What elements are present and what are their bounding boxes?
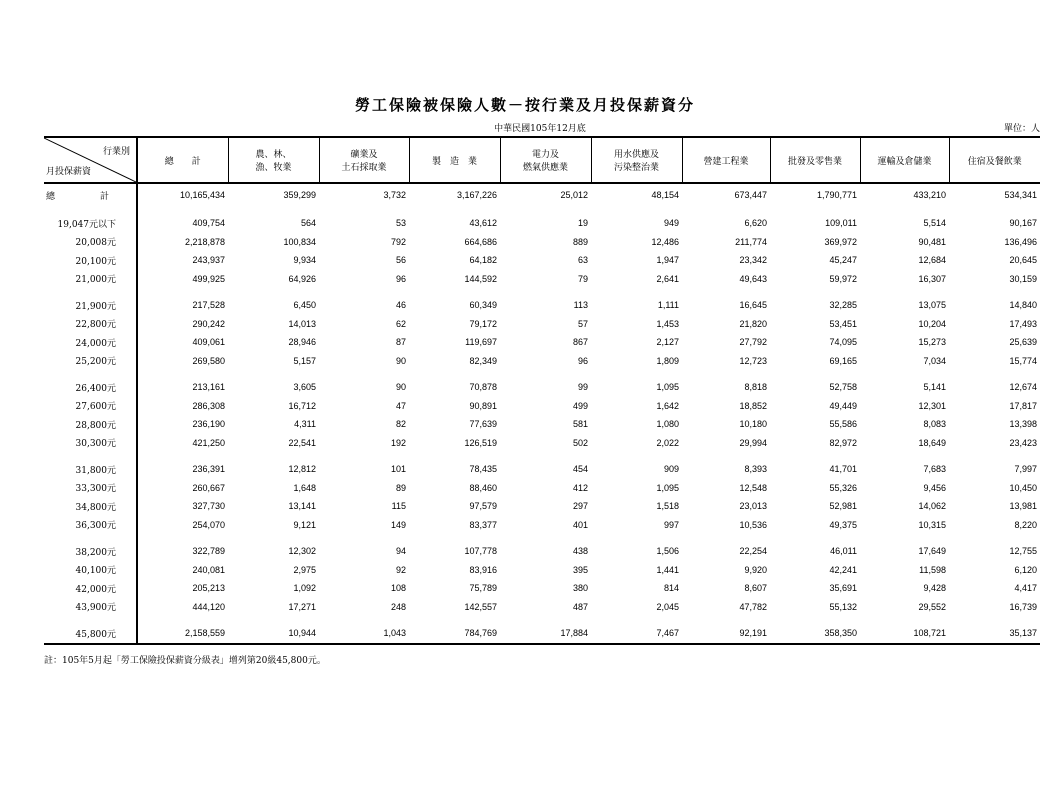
table-cell: 9,920: [744, 564, 767, 575]
table-cell: 8,607: [744, 583, 767, 594]
table-cell: 55,132: [829, 601, 857, 612]
table-cell: 5,157: [293, 355, 316, 366]
table-cell: 409,061: [137, 333, 228, 352]
table-cell: 16,712: [288, 400, 316, 411]
column-header-line: 燃氣供應業: [522, 163, 568, 173]
table-cell: 7,997: [1014, 464, 1037, 475]
table-cell: 41,701: [829, 464, 857, 475]
table-cell: 9,456: [923, 482, 946, 493]
table-cell: 70,878: [469, 382, 497, 393]
table-row: [44, 561, 1040, 580]
table-cell: 5,141: [923, 382, 946, 393]
header-row: [44, 137, 1040, 183]
table-cell: 358,350: [770, 616, 860, 644]
table-cell: 454: [572, 464, 588, 475]
table-cell: 17,271: [288, 601, 316, 612]
table-cell: 1,453: [656, 318, 679, 329]
table-cell: 1,506: [656, 546, 679, 557]
table-cell: 17,884: [500, 616, 591, 644]
table-cell: 9,121: [293, 519, 316, 530]
table-cell: 12,301: [918, 400, 946, 411]
table-cell: 82,349: [469, 355, 497, 366]
table-cell: 74,095: [829, 337, 857, 348]
table-cell: 13,398: [1009, 419, 1037, 430]
table-cell: 297: [572, 501, 588, 512]
table-cell: 77,639: [469, 419, 497, 430]
table-cell: 22,541: [288, 437, 316, 448]
table-cell: 47,782: [739, 601, 767, 612]
table-cell: 55,326: [829, 482, 857, 493]
table-cell: 564: [300, 218, 316, 229]
table-cell: 240,081: [137, 561, 228, 580]
table-cell: 8,818: [744, 382, 767, 393]
table-cell: 1,095: [656, 382, 679, 393]
table-cell: 1,648: [293, 482, 316, 493]
table-row: [44, 333, 1040, 352]
table-cell: 236,391: [137, 452, 228, 479]
table-cell: 322,789: [137, 534, 228, 561]
table-cell: 136,496: [1004, 236, 1037, 247]
table-row: [44, 452, 1040, 479]
table-cell: 889: [572, 236, 588, 247]
table-cell: 380: [572, 583, 588, 594]
table-cell: 64,926: [288, 273, 316, 284]
column-header: [860, 137, 949, 183]
table-cell: 12,486: [651, 236, 679, 247]
column-header: [770, 137, 860, 183]
table-cell: 29,994: [739, 437, 767, 448]
table-cell: 99: [577, 382, 588, 393]
column-header-line: 製 造 業: [431, 156, 477, 167]
table-cell: 42,241: [829, 564, 857, 575]
column-header: [591, 137, 682, 183]
row-label: 43,900元: [75, 603, 116, 614]
table-body: [44, 183, 1040, 644]
row-label: 38,200元: [75, 547, 116, 558]
table-cell: 5,514: [923, 218, 946, 229]
table-cell: 2,045: [656, 601, 679, 612]
table-cell: 126,519: [464, 437, 497, 448]
table-cell: 433,210: [913, 190, 946, 200]
table-cell: 94: [395, 546, 406, 557]
table-cell: 17,649: [918, 546, 946, 557]
date-caption: 中華民國105年12月底: [494, 124, 586, 134]
row-label: 33,300元: [75, 484, 116, 495]
table-row: [44, 206, 1040, 233]
column-header: [137, 137, 228, 183]
table-cell: 1,095: [656, 482, 679, 493]
table-cell: 82: [395, 419, 406, 430]
table-cell: 59,972: [829, 273, 857, 284]
row-label: 30,300元: [75, 439, 116, 450]
table-cell: 27,792: [739, 337, 767, 348]
table-cell: 46,011: [830, 546, 857, 557]
table-row: [44, 516, 1040, 535]
column-header: [228, 137, 319, 183]
row-label: 34,800元: [75, 502, 116, 513]
table-cell: 10,315: [918, 519, 946, 530]
table-cell: 20,645: [1009, 255, 1037, 266]
table-cell: 17,817: [1009, 400, 1037, 411]
table-cell: 243,937: [137, 251, 228, 270]
table-cell: 23,013: [739, 501, 767, 512]
table-cell: 48,154: [651, 190, 679, 200]
table-cell: 12,548: [739, 482, 767, 493]
table-cell: 12,684: [918, 255, 946, 266]
table-cell: 12,723: [739, 355, 767, 366]
table-cell: 78,435: [469, 464, 497, 475]
table-cell: 1,092: [293, 583, 316, 594]
table-cell: 23,423: [1009, 437, 1037, 448]
table-cell: 8,393: [744, 464, 767, 475]
table-cell: 10,536: [739, 519, 767, 530]
column-header: [319, 137, 409, 183]
data-table: [44, 136, 1040, 645]
row-label: 28,800元: [75, 420, 116, 431]
table-cell: 82,972: [829, 437, 857, 448]
table-cell: 11,598: [919, 564, 946, 575]
table-cell: 14,013: [288, 318, 316, 329]
table-cell: 14,062: [918, 501, 946, 512]
table-cell: 17,493: [1009, 318, 1037, 329]
table-cell: 115: [391, 501, 406, 512]
table-cell: 412: [572, 482, 588, 493]
table-cell: 15,774: [1009, 355, 1037, 366]
row-label: 27,600元: [75, 402, 116, 413]
table-cell: 35,137: [949, 616, 1040, 644]
table-cell: 10,204: [918, 318, 946, 329]
table-cell: 254,070: [137, 516, 228, 535]
table-cell: 69,165: [829, 355, 857, 366]
table-cell: 108: [390, 583, 406, 594]
column-header-line: 用水供應及: [613, 150, 659, 160]
row-label: 21,000元: [75, 275, 116, 286]
table-cell: 47: [395, 400, 406, 411]
table-row: [44, 616, 1040, 644]
column-header-line: 農、林、: [255, 150, 292, 160]
table-cell: 83,916: [469, 564, 497, 575]
column-header: [949, 137, 1040, 183]
table-cell: 108,721: [860, 616, 949, 644]
table-cell: 3,167,226: [456, 190, 497, 200]
table-cell: 7,034: [923, 355, 946, 366]
table-cell: 96: [395, 273, 406, 284]
column-header-line: 漁、牧業: [255, 163, 292, 173]
table-cell: 22,254: [739, 546, 767, 557]
table-cell: 56: [395, 255, 406, 266]
table-cell: 4,417: [1014, 583, 1037, 594]
column-header-line: 總 計: [164, 156, 201, 167]
table-cell: 359,299: [283, 190, 316, 200]
column-header-line: 污染整治業: [613, 163, 659, 173]
row-label: 20,008元: [75, 238, 116, 249]
table-cell: 581: [572, 419, 588, 430]
table-cell: 43,612: [469, 218, 497, 229]
table-row: [44, 315, 1040, 334]
table-cell: 92,191: [682, 616, 770, 644]
table-cell: 97,579: [469, 501, 497, 512]
table-cell: 35,691: [829, 583, 857, 594]
table-cell: 55,586: [829, 419, 857, 430]
table-cell: 144,592: [464, 273, 497, 284]
table-cell: 12,302: [288, 546, 316, 557]
table-cell: 10,944: [228, 616, 319, 644]
table-cell: 6,120: [1014, 564, 1037, 575]
table-cell: 90: [395, 355, 406, 366]
table-cell: 3,605: [293, 382, 316, 393]
column-header: [500, 137, 591, 183]
table-cell: 217,528: [137, 288, 228, 315]
table-row: [44, 534, 1040, 561]
table-cell: 784,769: [409, 616, 500, 644]
table-cell: 1,947: [656, 255, 679, 266]
table-cell: 12,674: [1009, 382, 1037, 393]
table-cell: 9,934: [293, 255, 316, 266]
table-cell: 534,341: [1004, 190, 1037, 200]
table-cell: 421,250: [137, 434, 228, 453]
table-cell: 109,011: [825, 218, 857, 229]
row-label: 總 計: [46, 191, 110, 202]
table-cell: 90: [395, 382, 406, 393]
table-cell: 25,639: [1009, 337, 1037, 348]
row-label: 21,900元: [75, 301, 116, 312]
table-cell: 19: [577, 218, 588, 229]
table-cell: 107,778: [464, 546, 497, 557]
table-cell: 1,790,771: [816, 190, 857, 200]
table-cell: 2,218,878: [137, 233, 228, 252]
table-cell: 60,349: [469, 300, 497, 311]
table-cell: 211,774: [735, 236, 767, 247]
table-cell: 62: [395, 318, 406, 329]
table-cell: 15,273: [918, 337, 946, 348]
table-cell: 438: [572, 546, 588, 557]
table-cell: 290,242: [137, 315, 228, 334]
table-cell: 10,450: [1009, 482, 1037, 493]
table-cell: 9,428: [923, 583, 946, 594]
table-cell: 997: [663, 519, 679, 530]
table-cell: 16,739: [1009, 601, 1037, 612]
table-cell: 192: [390, 437, 406, 448]
table-cell: 269,580: [137, 352, 228, 371]
table-cell: 113: [573, 300, 588, 311]
table-cell: 52,981: [829, 501, 857, 512]
table-cell: 49,375: [829, 519, 857, 530]
table-cell: 909: [663, 464, 679, 475]
table-cell: 21,820: [739, 318, 767, 329]
table-cell: 4,311: [294, 419, 316, 430]
table-cell: 29,552: [918, 601, 946, 612]
table-cell: 49,449: [829, 400, 857, 411]
table-row: [44, 579, 1040, 598]
row-label: 31,800元: [75, 465, 116, 476]
table-cell: 401: [572, 519, 588, 530]
table-cell: 149: [390, 519, 406, 530]
row-label: 25,200元: [75, 357, 116, 368]
table-cell: 53,451: [829, 318, 857, 329]
table-cell: 1,441: [656, 564, 679, 575]
table-cell: 90,167: [1009, 218, 1037, 229]
table-cell: 10,180: [739, 419, 767, 430]
table-cell: 18,649: [918, 437, 946, 448]
column-header: [682, 137, 770, 183]
table-row: [44, 415, 1040, 434]
corner-header: [44, 137, 137, 183]
column-header-line: 礦業及: [350, 150, 378, 160]
table-cell: 12,755: [1009, 546, 1037, 557]
table-cell: 395: [572, 564, 588, 575]
table-row: [44, 397, 1040, 416]
table-cell: 2,127: [656, 337, 679, 348]
table-cell: 13,141: [288, 501, 316, 512]
table-cell: 6,450: [293, 300, 316, 311]
table-row: [44, 598, 1040, 617]
row-label: 40,100元: [75, 566, 116, 577]
row-label: 20,100元: [75, 256, 116, 267]
table-cell: 16,307: [918, 273, 946, 284]
column-header-line: 營建工程業: [703, 156, 749, 167]
table-cell: 63: [577, 255, 588, 266]
table-cell: 2,158,559: [137, 616, 228, 644]
column-header-line: 電力及: [531, 150, 559, 160]
table-cell: 12,812: [288, 464, 316, 475]
table-cell: 87: [395, 337, 406, 348]
table-cell: 101: [390, 464, 406, 475]
table-cell: 75,789: [469, 583, 497, 594]
table-cell: 867: [572, 337, 588, 348]
table-cell: 369,972: [824, 236, 857, 247]
table-row: [44, 434, 1040, 453]
table-cell: 949: [663, 218, 679, 229]
table-title: 勞工保險被保險人數－按行業及月投保薪資分: [354, 96, 695, 114]
table-cell: 53: [395, 218, 406, 229]
total-row: [44, 183, 1040, 206]
column-header-line: 土石採取業: [341, 163, 387, 173]
table-cell: 32,285: [829, 300, 857, 311]
table-cell: 286,308: [137, 397, 228, 416]
table-cell: 64,182: [469, 255, 497, 266]
table-cell: 96: [577, 355, 588, 366]
table-cell: 2,022: [656, 437, 679, 448]
table-cell: 57: [577, 318, 588, 329]
table-cell: 79,172: [469, 318, 497, 329]
table-cell: 499,925: [137, 270, 228, 289]
column-header-line: 運輸及倉儲業: [877, 156, 932, 167]
unit-label: 單位：人: [1003, 124, 1040, 134]
table-row: [44, 288, 1040, 315]
table-cell: 89: [395, 482, 406, 493]
table-cell: 248: [390, 601, 406, 612]
table-cell: 8,220: [1014, 519, 1037, 530]
table-cell: 409,754: [137, 206, 228, 233]
table-cell: 46: [395, 300, 406, 311]
table-cell: 664,686: [464, 236, 497, 247]
table-cell: 1,518: [656, 501, 679, 512]
table-cell: 90,891: [469, 400, 497, 411]
table-row: [44, 370, 1040, 397]
row-label: 19,047元以下: [57, 219, 116, 230]
table-cell: 16,645: [739, 300, 767, 311]
table-cell: 7,467: [591, 616, 682, 644]
table-cell: 30,159: [1009, 273, 1037, 284]
table-cell: 79: [577, 273, 588, 284]
table-cell: 25,012: [560, 190, 588, 200]
table-cell: 45,247: [829, 255, 857, 266]
table-cell: 119,697: [465, 337, 497, 348]
table-cell: 13,981: [1009, 501, 1037, 512]
table-cell: 1,111: [657, 300, 679, 311]
table-cell: 83,377: [469, 519, 497, 530]
corner-industry-label: 行業別: [102, 147, 130, 157]
column-header-line: 批發及零售業: [787, 156, 842, 167]
table-row: [44, 233, 1040, 252]
table-cell: 2,641: [656, 273, 679, 284]
table-cell: 236,190: [137, 415, 228, 434]
table-row: [44, 251, 1040, 270]
table-cell: 28,946: [288, 337, 316, 348]
column-header-line: 住宿及餐飲業: [967, 156, 1022, 167]
row-label: 42,000元: [75, 584, 116, 595]
row-label: 36,300元: [75, 521, 116, 532]
row-label: 26,400元: [75, 383, 116, 394]
table-cell: 213,161: [137, 370, 228, 397]
table-cell: 205,213: [137, 579, 228, 598]
table-cell: 92: [395, 564, 406, 575]
table-cell: 792: [390, 236, 406, 247]
row-label: 22,800元: [75, 320, 116, 331]
table-cell: 6,620: [744, 218, 767, 229]
column-header: [409, 137, 500, 183]
table-cell: 1,043: [319, 616, 409, 644]
table-row: [44, 352, 1040, 371]
table-cell: 8,083: [923, 419, 946, 430]
table-cell: 260,667: [137, 479, 228, 498]
table-cell: 52,758: [829, 382, 857, 393]
table-cell: 100,834: [283, 236, 316, 247]
table-row: [44, 270, 1040, 289]
table-cell: 18,852: [739, 400, 767, 411]
table-cell: 49,643: [739, 273, 767, 284]
table-cell: 88,460: [469, 482, 497, 493]
table-cell: 14,840: [1009, 300, 1037, 311]
table-cell: 13,075: [918, 300, 946, 311]
table-cell: 814: [663, 583, 679, 594]
table-cell: 502: [572, 437, 588, 448]
table-cell: 23,342: [739, 255, 767, 266]
table-cell: 2,975: [293, 564, 316, 575]
table-row: [44, 497, 1040, 516]
table-cell: 10,165,434: [137, 183, 228, 206]
table-cell: 487: [572, 601, 588, 612]
table-cell: 142,557: [464, 601, 497, 612]
table-row: [44, 479, 1040, 498]
corner-wage-label: 月投保薪資: [46, 167, 92, 177]
table-cell: 1,809: [656, 355, 679, 366]
footnote: 註：105年5月起「勞工保險投保薪資分級表」增列第20級45,800元。: [44, 656, 326, 666]
row-label: 45,800元: [44, 616, 137, 644]
table-cell: 3,732: [383, 190, 406, 200]
table-cell: 1,080: [656, 419, 679, 430]
row-label: 24,000元: [75, 338, 116, 349]
table-cell: 444,120: [137, 598, 228, 617]
table-cell: 673,447: [734, 190, 767, 200]
table-cell: 499: [572, 400, 588, 411]
table-cell: 1,642: [656, 400, 679, 411]
table-cell: 90,481: [918, 236, 946, 247]
table-cell: 7,683: [923, 464, 946, 475]
table-cell: 327,730: [137, 497, 228, 516]
